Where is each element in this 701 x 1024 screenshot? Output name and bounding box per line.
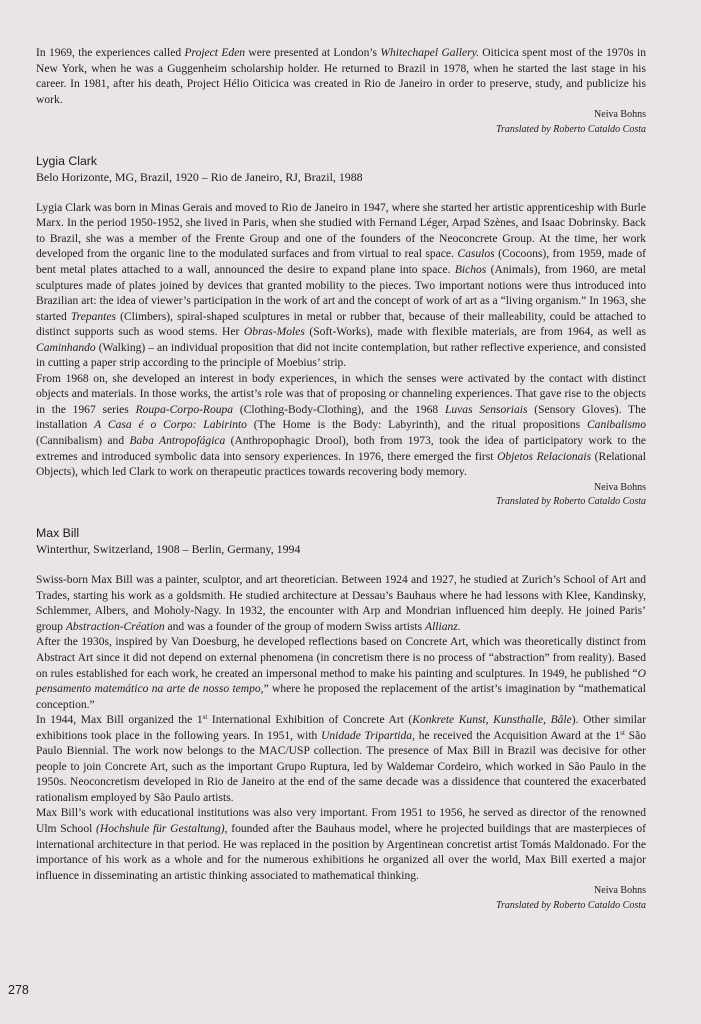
- bill-paragraph-3: In 1944, Max Bill organized the 1st International Exhibition of Concrete Art (Konkrete Kunst, Kunsthalle, Bâle). Other similar exhibitions took place in the following years. In 1951, with Unidade Tripartida, he received the Acquisition Award at the 1st São Paulo Biennial. The work now belongs to the MAC/USP collection. The presence of Max Bill in Brazil was decisive for other people to join Concrete Art, such as the important Grupo Ruptura, led by Waldemar Cordeiro, which worked in São Paulo in the 1950s. Neoconcretism developed in Rio de Janeiro at the end of the same decade was a dissidence that countered the exacerbated rationalism employed by São Paulo artists.: [36, 713, 646, 804]
- bill-translator: Translated by Roberto Cataldo Costa: [495, 899, 646, 911]
- bill-paragraph-2: After the 1930s, inspired by Van Doesburg, he developed reflections based on Concrete Art, which was theoretically distinct from Abstract Art since it did not depend on external phenomena (in concretism there is no process of “abstraction” from reality). Based on rules established for each work, he created an impersonal method to make his painting and sculptures. In 1949, he published “O pensamento matemático na arte de nosso tempo,” where he proposed the replacement of the artist’s imagination by “mathematical conception.”: [36, 636, 646, 711]
- oiticica-paragraph-1: In 1969, the experiences called Project Eden were presented at London’s Whitechapel Gallery. Oiticica spent most of the 1970s in New York, when he was a Guggenheim scholarship holder. He returned to Brazil in 1978, when he started the last stage in his career. In 1981, after his death, Project Hélio Oiticica was created in Rio de Janeiro in order to preserve, study, and publicize his work.: [36, 47, 646, 106]
- bill-paragraph-1: Swiss-born Max Bill was a painter, sculptor, and art theoretician. Between 1924 and 1927, he studied at Zurich’s School of Art and Trades, starting his work as a goldsmith. He studied architecture at Dessau’s Bauhaus where he had lessons with Klee, Kandinsky, Schlemmer, Albers, and Moholy-Nagy. In 1932, the encounter with Arp and Mondrian influenced him deeply. He joined Paris’ group Abstraction-Création and was a founder of the group of modern Swiss artists Allianz.: [36, 574, 646, 633]
- italic-title: Luvas Sensoriais: [444, 403, 528, 416]
- clark-paragraph-1: Lygia Clark was born in Minas Gerais and moved to Rio de Janeiro in 1947, where she started her artistic apprenticeship with Burle Marx. In the period 1950-1952, she lived in Paris, when she studied with Fernand Léger, Arpad Szènes, and Isaac Dobrinsky. Back to Brazil, she was a member of the Frente Group and one of the founders of the Neoconcrete Group. At the time, her work developed from the organic line to the modulated surfaces and from virtual to real space. Casulos (Cocoons), from 1959, made of bent metal plates attached to a wall, announced the desire to expand plane into space. Bichos (Animals), from 1960, are metal sculptures made of plates joined by devices that granted mobility to the pieces. Two important notions were thus introduced into Brazilian art: the idea of viewer’s participation in the work of art and the concept of work of art as a “living organism.” In 1963, she started Trepantes (Climbers), spiral-shaped sculptures in metal or rubber that, because of their malleability, could be attached to distinct supports such as wood stems. Her Obras-Moles (Soft-Works), made with flexible materials, are from 1964, as well as Caminhando (Walking) – an individual proposition that did not incite contemplation, but rather reflective experience, and consisted in cutting a paper strip according to the principle of Moebius’ strip.: [36, 201, 646, 370]
- italic-title: Project Eden: [184, 47, 246, 59]
- clark-author: Neiva Bohns: [594, 481, 646, 493]
- italic-title: Obras-Moles: [243, 326, 305, 339]
- superscript: st: [202, 713, 208, 722]
- oiticica-credit: [36, 108, 646, 138]
- bill-credit: [36, 884, 646, 914]
- italic-title: Trepantes: [70, 310, 116, 323]
- bill-author: Neiva Bohns: [594, 885, 646, 897]
- oiticica-translator: Translated by Roberto Cataldo Costa: [495, 123, 646, 135]
- italic-title: O pensamento matemático na arte de nosso tempo,: [36, 667, 646, 696]
- bill-dates: Winterthur, Switzerland, 1908 – Berlin, Germany, 1994: [36, 542, 301, 557]
- italic-title: Bichos: [454, 263, 487, 276]
- italic-title: Abstraction-Création: [65, 620, 165, 633]
- clark-section: [36, 153, 646, 510]
- italic-title: Canibalismo: [586, 419, 646, 432]
- italic-title: (Hochshule für Gestaltung): [96, 822, 225, 835]
- italic-title: Objetos Relacionais: [497, 450, 592, 463]
- clark-paragraph-2: From 1968 on, she developed an interest in body experiences, in which the senses were activated by the contact with distinct objects and materials. In those works, the artist’s role was that of proposing or channeling experiences. That gave rise to the objects in the 1967 series Roupa-Corpo-Roupa (Clothing-Body-Clothing), and the 1968 Luvas Sensoriais (Sensory Gloves). The installation A Casa é o Corpo: Labirinto (The Home is the Body: Labyrinth), and the ritual propositions Canibalismo (Cannibalism) and Baba Antropofágica (Anthropophagic Drool), both from 1973, took the idea of participatory work to the extremes and introduced symbolic data into sensory experiences. In 1976, there emerged the first Objetos Relacionais (Relational Objects), which led Clark to work on therapeutic practices towards recovering body memory.: [36, 372, 647, 479]
- oiticica-section: [36, 46, 646, 138]
- page-number: 278: [8, 983, 29, 997]
- oiticica-author: Neiva Bohns: [594, 109, 646, 121]
- italic-title: Baba Antropofágica: [129, 434, 226, 447]
- clark-credit: [36, 481, 646, 511]
- italic-title: Roupa-Corpo-Roupa: [135, 403, 234, 416]
- page-content: [36, 46, 646, 914]
- bill-heading: Max Bill: [36, 526, 80, 541]
- italic-title: Unidade Tripartida: [321, 729, 413, 742]
- clark-heading: Lygia Clark: [36, 153, 98, 168]
- italic-title: Casulos: [457, 248, 495, 261]
- italic-title: Allianz.: [425, 620, 461, 633]
- italic-title: Konkrete Kunst, Kunsthalle, Bâle: [412, 714, 572, 727]
- italic-title: Whitechapel Gallery.: [380, 47, 479, 59]
- superscript: st: [620, 728, 625, 737]
- bill-paragraph-4: Max Bill’s work with educational institutions was also very important. From 1951 to 1956, he served as director of the renowned Ulm School (Hochshule für Gestaltung), founded after the Bauhaus model, where he projected buildings that are masterpieces of international architecture in that period. He was replaced in the position by Argentinean concretist artist Tomás Maldonado. For the importance of his work as a whole and for the numerous exhibitions he organized all over the world, Max Bill exerted a major influence in disseminating an artistic thinking associated to mathematical thinking.: [36, 807, 646, 882]
- bill-section: [36, 525, 646, 914]
- clark-translator: Translated by Roberto Cataldo Costa: [495, 496, 646, 508]
- italic-title: A Casa é o Corpo: Labirinto: [94, 419, 247, 432]
- italic-title: Caminhando: [36, 341, 96, 354]
- clark-dates: Belo Horizonte, MG, Brazil, 1920 – Rio de Janeiro, RJ, Brazil, 1988: [36, 169, 363, 184]
